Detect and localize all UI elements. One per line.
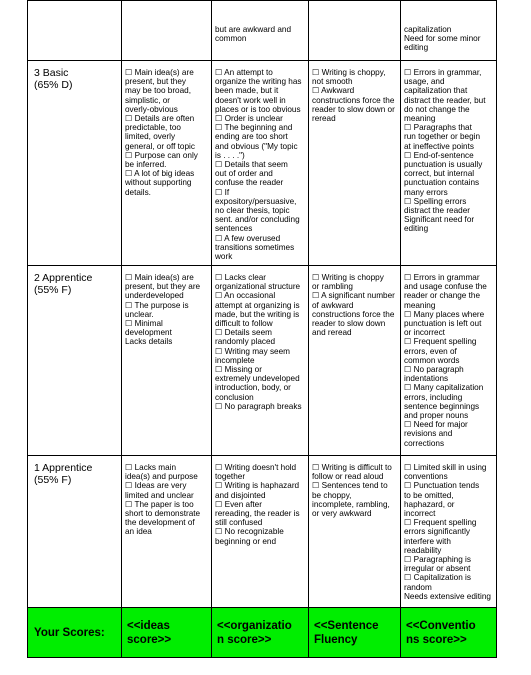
criteria-line: of awkward — [312, 300, 354, 310]
criteria-line: places or is too obvious — [215, 104, 301, 114]
criteria-line: reader to slow down — [312, 319, 386, 329]
criteria-line: constructions force the — [312, 95, 395, 105]
score-placeholder-text: Fluency — [314, 633, 358, 646]
criteria-line: errors, even of — [404, 346, 457, 356]
criteria-line: indentations — [404, 374, 449, 384]
criteria-line: and proper nouns — [404, 411, 469, 421]
criteria-cell-conventions — [401, 61, 497, 266]
criteria-line: incomplete — [215, 355, 255, 365]
criteria-line: ☐ No paragraph breaks — [215, 401, 302, 411]
criteria-line: revisions and — [404, 429, 453, 439]
criteria-line: ending are too short — [215, 132, 288, 142]
criteria-line: ☐ Punctuation tends — [404, 481, 480, 491]
criteria-line: readability — [404, 545, 442, 555]
criteria-line: ☐ Paragraphing is — [404, 555, 471, 565]
criteria-line: distract the reader, but — [404, 95, 486, 105]
criteria-line: ☐ The paper is too — [125, 499, 194, 509]
level-label: 1 Apprentice — [34, 462, 93, 474]
criteria-line: at ineffective points — [404, 141, 474, 151]
criteria-line: ☐ Many places where — [404, 309, 485, 319]
level-cell — [28, 456, 122, 608]
criteria-line: capitalization — [404, 25, 452, 34]
criteria-line: common — [215, 34, 247, 44]
criteria-line: incorrect — [404, 509, 436, 519]
criteria-line: random — [404, 582, 432, 592]
criteria-line: irregular or absent — [404, 564, 471, 574]
score-placeholder-text: <<organizatio — [217, 619, 292, 632]
criteria-line: punctuation contains — [404, 178, 480, 188]
level-label: (65% D) — [34, 79, 73, 91]
criteria-line: difficult to follow — [215, 319, 273, 329]
criteria-line: reader or change the — [404, 291, 481, 301]
criteria-line: the development of — [125, 518, 195, 528]
criteria-line: ☐ Details that seem — [215, 160, 288, 170]
criteria-line: out of order and — [215, 169, 273, 179]
score-placeholder-text: <<ideas — [127, 619, 170, 632]
criteria-line: interfere with — [404, 536, 451, 546]
level-cell — [28, 61, 122, 266]
rubric-table — [27, 0, 497, 658]
criteria-line: conventions — [404, 472, 448, 482]
criteria-line: ☐ Lacks clear — [215, 273, 267, 282]
criteria-cell-ideas — [122, 1, 212, 61]
criteria-line: ☐ Limited skill in using — [404, 463, 487, 472]
criteria-line: ☐ Lacks main — [125, 463, 177, 472]
criteria-line: ☐ End-of-sentence — [404, 150, 474, 160]
criteria-line: many errors — [404, 187, 448, 197]
criteria-line: but are awkward and — [215, 25, 292, 34]
criteria-line: ☐ Frequent spelling — [404, 337, 477, 347]
criteria-line: attempt at organizing is — [215, 300, 300, 310]
scores-row — [28, 608, 497, 658]
criteria-cell-conventions — [401, 266, 497, 456]
criteria-line: to be omitted, — [404, 490, 454, 500]
criteria-line: not smooth — [312, 77, 353, 87]
score-field-ideas[interactable] — [122, 608, 212, 658]
criteria-line: ☐ The beginning and — [215, 123, 293, 133]
criteria-line: ☐ The purpose is — [125, 300, 189, 310]
score-placeholder-text: ns score>> — [406, 633, 467, 646]
criteria-line: organize the writing has — [215, 77, 302, 87]
criteria-line: ☐ An attempt to — [215, 68, 273, 77]
criteria-line: and usage confuse the — [404, 282, 487, 292]
criteria-cell-sentence-fluency — [309, 266, 401, 456]
criteria-line: usage, and — [404, 77, 445, 87]
criteria-cell-ideas — [122, 61, 212, 266]
rubric-body — [28, 1, 497, 658]
criteria-line: incomplete, rambling, — [312, 499, 390, 509]
criteria-cell-sentence-fluency — [309, 61, 401, 266]
score-placeholder-text: <<Conventio — [406, 619, 476, 632]
criteria-line: punctuation is usually — [404, 160, 483, 170]
criteria-cell-conventions — [401, 456, 497, 608]
criteria-line: ☐ Awkward — [312, 86, 355, 96]
criteria-line: conclusion — [215, 392, 254, 402]
score-field-sentence-fluency[interactable] — [309, 608, 401, 658]
criteria-line: work — [215, 252, 233, 262]
criteria-line: punctuation is left out — [404, 319, 482, 329]
criteria-line: idea(s) and purpose — [125, 472, 198, 482]
criteria-line: be choppy, — [312, 490, 352, 500]
score-placeholder-text: score>> — [127, 633, 172, 646]
criteria-line: ☐ No recognizable — [215, 527, 284, 537]
criteria-line: overly-obvious — [125, 104, 178, 114]
level-label: (55% F) — [34, 284, 72, 296]
criteria-line: limited, overly — [125, 132, 176, 142]
criteria-line: ☐ If — [215, 187, 230, 197]
criteria-line: details. — [125, 187, 151, 197]
level-cell — [28, 1, 122, 61]
rubric-row — [28, 1, 497, 61]
criteria-line: ☐ Missing or — [215, 365, 262, 375]
criteria-line: introduction, body, or — [215, 383, 291, 393]
criteria-line: sent. and/or concluding — [215, 215, 300, 225]
criteria-line: Need for some minor — [404, 34, 481, 44]
criteria-line: capitalization that — [404, 86, 468, 96]
criteria-line: sentence beginnings — [404, 401, 480, 411]
criteria-cell-sentence-fluency — [309, 1, 401, 61]
criteria-line: made, but the writing is — [215, 309, 300, 319]
criteria-line: ☐ Main idea(s) are — [125, 68, 194, 77]
criteria-line: ☐ A few overused — [215, 233, 281, 243]
your-scores-label: Your Scores: — [28, 608, 122, 658]
criteria-line: follow or read aloud — [312, 472, 384, 482]
criteria-line: short to demonstrate — [125, 509, 201, 519]
criteria-line: common words — [404, 355, 460, 365]
criteria-line: ☐ Frequent spelling — [404, 518, 477, 528]
criteria-line: ☐ Writing doesn't hold — [215, 463, 297, 472]
rubric-row — [28, 456, 497, 608]
criteria-line: randomly placed — [215, 337, 276, 347]
criteria-line: still confused — [215, 518, 263, 528]
criteria-cell-ideas — [122, 456, 212, 608]
criteria-line: ☐ Writing is choppy, — [312, 68, 386, 77]
criteria-line: together — [215, 472, 246, 482]
criteria-line: beginning or end — [215, 536, 277, 546]
criteria-line: predictable, too — [125, 123, 181, 133]
criteria-line: Lacks details — [125, 337, 173, 347]
criteria-line: general, or off topic — [125, 141, 195, 151]
criteria-line: extremely undeveloped — [215, 374, 300, 384]
criteria-line: ☐ Writing is haphazard — [215, 481, 300, 491]
criteria-line: Needs extensive editing — [404, 591, 491, 601]
criteria-line: ☐ Paragraphs that — [404, 123, 472, 133]
level-label: 2 Apprentice — [34, 272, 93, 284]
criteria-line: reader to slow down or — [312, 104, 395, 114]
criteria-line: distract the reader — [404, 206, 470, 216]
criteria-line: ☐ A significant number — [312, 291, 395, 301]
criteria-line: meaning — [404, 300, 436, 310]
criteria-line: constructions force the — [312, 309, 395, 319]
criteria-line: or rambling — [312, 282, 353, 292]
criteria-line: may be too broad, — [125, 86, 191, 96]
criteria-line: ☐ Ideas are very — [125, 481, 187, 491]
criteria-line: present, but they — [125, 77, 186, 87]
criteria-line: ☐ Minimal — [125, 319, 163, 329]
criteria-line: ☐ Even after — [215, 499, 262, 509]
criteria-line: confuse the reader — [215, 178, 284, 188]
criteria-cell-ideas — [122, 266, 212, 456]
criteria-cell-organization — [212, 1, 309, 61]
criteria-line: ☐ No paragraph — [404, 365, 464, 375]
criteria-line: ☐ Writing may seem — [215, 346, 290, 356]
criteria-line: is . . . .") — [215, 150, 245, 160]
criteria-line: ☐ Writing is choppy — [312, 273, 384, 282]
criteria-line: ☐ An occasional — [215, 291, 276, 301]
criteria-line: or incorrect — [404, 328, 445, 338]
criteria-line: ☐ Errors in grammar — [404, 273, 480, 282]
criteria-line: and disjointed — [215, 490, 266, 500]
criteria-line: ☐ Writing is difficult to — [312, 463, 392, 472]
criteria-line: corrections — [404, 438, 445, 448]
criteria-cell-organization — [212, 266, 309, 456]
score-placeholder-text: n score>> — [217, 633, 272, 646]
criteria-line: unclear. — [125, 309, 154, 319]
level-label: 3 Basic — [34, 67, 69, 79]
criteria-line: be inferred. — [125, 160, 167, 170]
criteria-line: ☐ Details are often — [125, 114, 195, 124]
criteria-line: Significant need for — [404, 215, 475, 225]
criteria-line: limited and unclear — [125, 490, 194, 500]
criteria-line: sentences — [215, 224, 253, 234]
criteria-cell-conventions — [401, 1, 497, 61]
criteria-cell-organization — [212, 456, 309, 608]
criteria-line: ☐ Order is unclear — [215, 114, 283, 124]
criteria-line: an idea — [125, 527, 152, 537]
criteria-line: without supporting — [125, 178, 192, 188]
rubric-row — [28, 61, 497, 266]
criteria-line: been made, but it — [215, 86, 279, 96]
criteria-line: correct, but internal — [404, 169, 475, 179]
criteria-line: ☐ Purpose can only — [125, 150, 198, 160]
criteria-line: errors, including — [404, 392, 463, 402]
criteria-line: editing — [404, 224, 429, 234]
criteria-line: reread — [312, 114, 336, 124]
level-cell — [28, 266, 122, 456]
criteria-line: ☐ Need for major — [404, 420, 468, 430]
criteria-line: organizational structure — [215, 282, 301, 292]
criteria-cell-organization — [212, 61, 309, 266]
criteria-line: ☐ A lot of big ideas — [125, 169, 195, 179]
criteria-line: or very awkward — [312, 509, 372, 519]
criteria-line: haphazard, or — [404, 499, 455, 509]
criteria-cell-sentence-fluency — [309, 456, 401, 608]
criteria-line: underdeveloped — [125, 291, 184, 301]
criteria-line: ☐ Details seem — [215, 328, 272, 338]
score-field-conventions[interactable] — [401, 608, 497, 658]
criteria-line: doesn't work well in — [215, 95, 286, 105]
criteria-line: rereading, the reader is — [215, 509, 300, 519]
criteria-line: meaning — [404, 114, 436, 124]
criteria-line: simplistic, or — [125, 95, 171, 105]
rubric-row — [28, 266, 497, 456]
criteria-line: development — [125, 328, 172, 338]
level-label: (55% F) — [34, 474, 72, 486]
criteria-line: editing — [404, 43, 429, 53]
criteria-line: transitions sometimes — [215, 242, 295, 252]
criteria-line: do not change the — [404, 104, 470, 114]
criteria-line: ☐ Many capitalization — [404, 383, 484, 393]
criteria-line: and obvious ("My topic — [215, 141, 298, 151]
criteria-line: ☐ Errors in grammar, — [404, 68, 482, 77]
criteria-line: ☐ Capitalization is — [404, 573, 471, 583]
criteria-line: ☐ Spelling errors — [404, 196, 467, 206]
criteria-line: run together or begin — [404, 132, 481, 142]
criteria-line: present, but they are — [125, 282, 201, 292]
criteria-line: and reread — [312, 328, 352, 338]
criteria-line: ☐ Sentences tend to — [312, 481, 388, 491]
score-field-organization[interactable] — [212, 608, 309, 658]
criteria-line: no clear thesis, topic — [215, 206, 290, 216]
criteria-line: ☐ Main idea(s) are — [125, 273, 194, 282]
score-placeholder-text: <<Sentence — [314, 619, 379, 632]
criteria-line: errors significantly — [404, 527, 470, 537]
criteria-line: expository/persuasive, — [215, 196, 297, 206]
